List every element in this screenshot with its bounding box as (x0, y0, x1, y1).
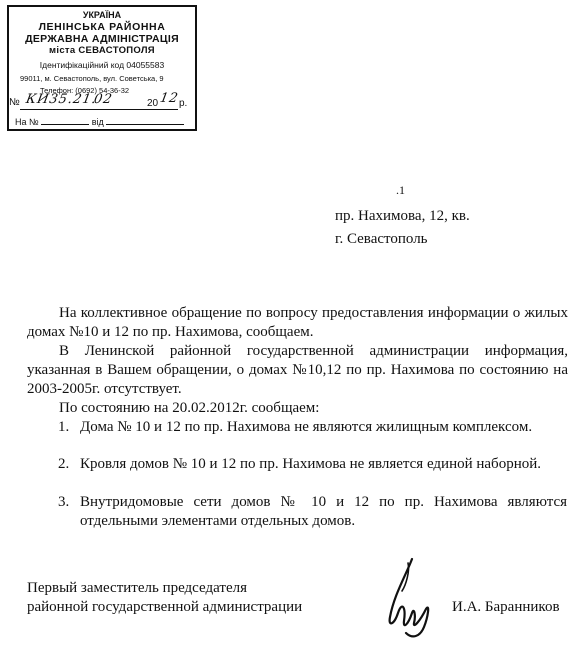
recipient-mark: .1 (396, 183, 405, 197)
registration-stamp (7, 5, 197, 131)
stamp-phone: Телефон: (0692) 54-36-32 (40, 86, 130, 95)
signatory-title-line2: районной государственной администрации (27, 599, 303, 615)
paragraph-1: На коллективное обращение по вопросу предоставления информации о жилых домах №10 и 12 по пр. Нахимова, сообщаем. (27, 305, 568, 340)
on-no-blank (41, 124, 89, 125)
reg-date-handwritten: 02 (92, 92, 114, 107)
list-item: 2. Кровля домов № 10 и 12 по пр. Нахимова не является единой наборной. (58, 456, 541, 472)
stamp-org-line1: ЛЕНІНСЬКА РАЙОННА (38, 21, 166, 33)
reg-year-handwritten: 12 (158, 91, 180, 106)
stamp-ident-code: Ідентифікаційний код 04055583 (39, 60, 165, 70)
signatory-name: И.А. Баранников (452, 599, 560, 615)
reg-line (9, 97, 20, 108)
recipient-line1: пр. Нахимова, 12, кв. (335, 208, 470, 224)
paragraph-3: По состоянию на 20.02.2012г. сообщаем: (59, 400, 320, 416)
on-no-label: На № (15, 117, 39, 127)
signatory-title-line1: Первый заместитель председателя (27, 580, 247, 596)
reg-prefix: № (9, 97, 20, 108)
reg-number-handwritten: КИ35.21. (24, 92, 99, 107)
from-label: від (91, 117, 104, 127)
reg-underline (20, 109, 178, 110)
reg-suffix: р. (179, 98, 188, 109)
from-blank (106, 124, 184, 125)
on-no-line (15, 117, 184, 127)
stamp-address: 99011, м. Севастополь, вул. Советська, 9 (20, 74, 164, 83)
stamp-org-line3: міста СЕВАСТОПОЛЯ (49, 45, 155, 56)
stamp-country: УКРАЇНА (82, 10, 122, 20)
list-item: 3. Внутридомовые сети домов № 10 и 12 по пр. Нахимова являются отдельными элементами отдельных домов. (58, 494, 567, 529)
reg-year-prefix: 20 (147, 98, 159, 109)
handwritten-signature (384, 555, 444, 645)
paragraph-2: В Ленинской районной государственной администрации информация, указанная в Вашем обращении, о домах №10,12 по пр. Нахимова по состоянию на 2003-2005г. отсутствует. (27, 343, 568, 397)
list-item: 1. Дома № 10 и 12 по пр. Нахимова не являются жилищным комплексом. (58, 419, 533, 435)
stamp-org-line2: ДЕРЖАВНА АДМІНІСТРАЦІЯ (25, 33, 179, 45)
recipient-line2: г. Севастополь (335, 231, 428, 247)
